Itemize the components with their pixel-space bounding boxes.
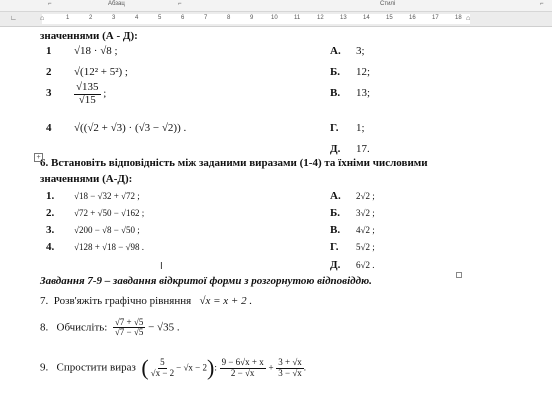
fraction-numerator: 3 + √x [278, 357, 302, 368]
object-anchor-marker [456, 272, 462, 278]
task5-expression [74, 82, 106, 106]
tab-stop-selector-icon[interactable]: ∟ [10, 15, 17, 22]
task-number: 8. [40, 321, 49, 334]
answer-value: 12; [356, 66, 371, 78]
ruler-number: 3 [112, 15, 116, 21]
ruler-number: 18 [455, 15, 462, 21]
ribbon-expand-icon[interactable]: ⌐ [48, 1, 52, 7]
ruler-number: 11 [294, 15, 301, 21]
expression-tail: − √35 . [148, 321, 180, 334]
task6-expression: √18 − √32 + √72 ; [74, 191, 140, 201]
answer-value: 3√2 ; [356, 208, 375, 218]
fraction [74, 82, 101, 106]
answer-value: 13; [356, 87, 371, 99]
ruler-number: 12 [317, 15, 324, 21]
task-number: 7. [40, 295, 49, 307]
ruler-number: 9 [250, 15, 254, 21]
task6-expression: √128 + √18 − √98 . [74, 242, 144, 252]
answer-letter: В. [330, 87, 341, 99]
answer-value: 6√2 . [356, 260, 375, 270]
task6-expression: √72 + √50 − √162 ; [74, 208, 145, 218]
fraction-denominator: √15 [78, 93, 96, 106]
close-paren: ) [207, 355, 215, 380]
ruler-number: 6 [181, 15, 185, 21]
fraction [276, 357, 307, 378]
task5-heading-tail: значеннями (А - Д): [40, 30, 138, 42]
fraction-numerator: √135 [76, 81, 99, 93]
answer-letter: Б. [330, 66, 341, 78]
fraction [220, 358, 266, 378]
answer-letter: Д. [330, 259, 341, 271]
task6-heading-line2: значеннями (А-Д): [40, 173, 133, 185]
ribbon-bar [0, 0, 552, 12]
task5-row-number: 3 [46, 87, 52, 99]
horizontal-ruler[interactable] [0, 12, 552, 27]
task8 [40, 318, 180, 338]
answer-letter: Г. [330, 241, 339, 253]
answer-letter: Д. [330, 143, 341, 155]
task9 [40, 355, 306, 381]
ribbon-group-styles: Стилі [380, 1, 396, 7]
ruler-number: 8 [227, 15, 231, 21]
expression-part: − √x − 2 [176, 362, 208, 373]
fraction-numerator: 9 − 6√x + x [221, 357, 264, 368]
text-cursor-icon: I [160, 261, 163, 272]
ribbon-group-paragraph: Абзац [108, 1, 125, 7]
division-sign: : [214, 362, 217, 373]
answer-value: 3; [356, 45, 365, 57]
task-equation: √x = x + 2 . [199, 295, 253, 307]
task6-row-number: 3. [46, 224, 55, 236]
open-paren: ( [141, 355, 149, 380]
task5-expression: √((√2 + √3) · (√3 − √2)) . [74, 122, 187, 134]
ruler-number: 4 [135, 15, 139, 21]
fraction-numerator: √7 + √5 [114, 317, 144, 327]
ribbon-styles-launcher-icon[interactable]: ⌐ [540, 1, 544, 7]
ruler-number: 5 [158, 15, 162, 21]
ruler-number: 17 [432, 15, 439, 21]
ruler-number: 15 [386, 15, 393, 21]
task-text: Розв'яжіть графічно рівняння [53, 295, 192, 307]
task5-row-number: 4 [46, 122, 52, 134]
fraction-denominator: √x − 2 [150, 367, 175, 378]
task6-row-number: 2. [46, 207, 55, 219]
expression-tail: ; [103, 87, 107, 100]
table-move-handle-icon[interactable]: + [34, 153, 43, 162]
ruler-text-area [42, 14, 470, 24]
ribbon-paragraph-launcher-icon[interactable]: ⌐ [178, 1, 182, 7]
task7 [40, 295, 252, 307]
task6-heading: 6. Встановіть відповідність між заданими виразами (1-4) та їхніми числовими [40, 157, 428, 169]
expression-end: . [303, 362, 307, 373]
fraction [113, 318, 145, 338]
fraction-denominator: √7 − √5 [114, 327, 144, 338]
answer-value: 1; [356, 122, 365, 134]
left-indent-marker-icon[interactable]: ⌂ [40, 15, 45, 22]
open-tasks-heading: Завдання 7-9 – завдання відкритої форми з розгорнутою відповіддю. [40, 275, 372, 287]
ruler-number: 14 [363, 15, 370, 21]
answer-letter: Б. [330, 207, 341, 219]
task-text: Обчисліть: [56, 321, 108, 334]
answer-letter: А. [330, 190, 341, 202]
ruler-number: 1 [66, 15, 70, 21]
task6-row-number: 4. [46, 241, 55, 253]
fraction-denominator: 3 − √x [278, 367, 302, 378]
fraction-numerator: 5 [160, 357, 165, 368]
answer-letter: В. [330, 224, 341, 236]
task5-expression: √(12² + 5²) ; [74, 66, 128, 78]
task5-expression: √18 · √8 ; [74, 45, 118, 57]
ruler-number: 16 [409, 15, 416, 21]
fraction-denominator: 2 − √x [230, 367, 255, 378]
task-number: 9. [40, 361, 49, 374]
answer-letter: А. [330, 45, 341, 57]
answer-letter: Г. [330, 122, 339, 134]
task5-row-number: 2 [46, 66, 52, 78]
fraction [149, 358, 177, 378]
document-page[interactable] [0, 27, 552, 408]
ruler-number: 13 [340, 15, 347, 21]
ruler-number: 7 [204, 15, 208, 21]
task6-expression: √200 − √8 − √50 ; [74, 225, 140, 235]
answer-value: 17. [356, 143, 370, 155]
task6-row-number: 1. [46, 190, 55, 202]
ruler-number: 2 [89, 15, 93, 21]
plus-sign: + [268, 362, 274, 373]
ruler-number: 10 [271, 15, 278, 21]
task-text: Спростити вираз [56, 361, 136, 374]
task5-row-number: 1 [46, 45, 52, 57]
answer-value: 2√2 ; [356, 191, 375, 201]
answer-value: 5√2 ; [356, 242, 375, 252]
answer-value: 4√2 ; [356, 225, 375, 235]
right-indent-marker-icon[interactable]: ⌂ [466, 15, 471, 22]
